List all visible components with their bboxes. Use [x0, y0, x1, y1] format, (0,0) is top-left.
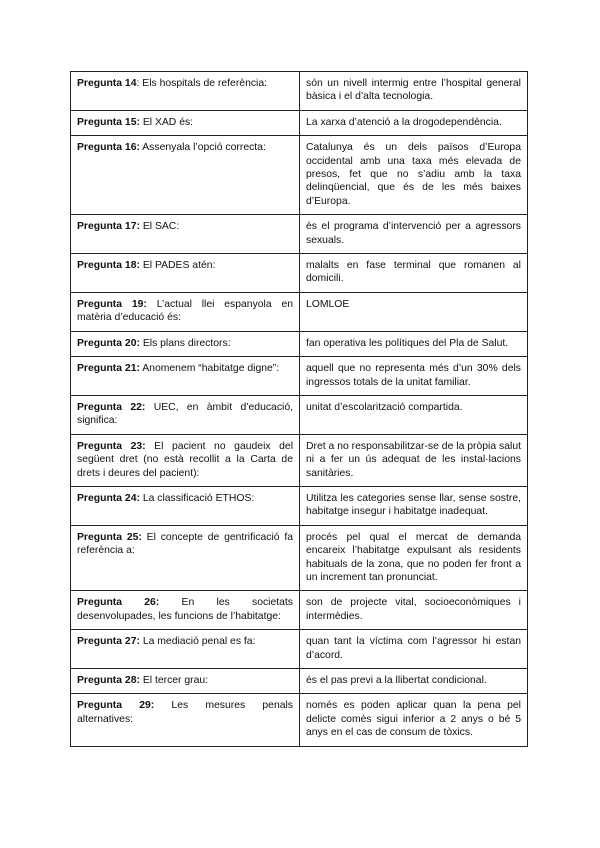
- question-cell: [71, 292, 300, 331]
- question-text: La mediació penal es fa:: [139, 636, 256, 648]
- question-number: Pregunta 15:: [77, 116, 140, 128]
- question-number: Pregunta 14: [77, 78, 137, 89]
- question-number: Pregunta 19:: [77, 298, 147, 310]
- question-cell: [71, 591, 300, 630]
- answer-cell: La xarxa d’atenció a la drogodependència.: [300, 110, 528, 135]
- table-row: [71, 630, 528, 669]
- answer-cell: Utilitza les categories sense llar, sense sostre, habitatge insegur i habitatge inadequat.: [300, 486, 528, 525]
- question-cell: [71, 215, 300, 254]
- question-cell: [71, 331, 300, 356]
- question-text: El tercer grau:: [139, 675, 209, 686]
- question-text: El XAD és:: [139, 116, 194, 128]
- question-number: Pregunta 24:: [77, 492, 140, 504]
- table-row: [71, 591, 528, 630]
- question-number: Pregunta 16:: [77, 142, 140, 154]
- questions-table: [70, 71, 528, 747]
- table-row: [71, 136, 528, 215]
- answer-cell: és el pas previ a la llibertat condicional.: [300, 669, 528, 694]
- question-cell: [71, 434, 300, 486]
- question-number: Pregunta 21:: [77, 363, 140, 375]
- question-number: Pregunta 22:: [77, 401, 146, 413]
- question-cell: [71, 395, 300, 434]
- answer-cell: LOMLOE: [300, 292, 528, 331]
- question-number: Pregunta 25:: [77, 531, 142, 543]
- question-text: Assenyala l’opció correcta:: [139, 142, 266, 154]
- questions-table-body: [71, 72, 528, 747]
- question-text: Anomenem “habitatge digne”:: [139, 363, 280, 375]
- question-number: Pregunta 29:: [77, 700, 155, 712]
- table-row: [71, 72, 528, 111]
- question-cell: [71, 525, 300, 591]
- question-text: La classificació ETHOS:: [139, 492, 255, 504]
- question-number: Pregunta 23:: [77, 440, 146, 452]
- question-text: El concepte de gentrificació fa referència a:: [77, 531, 294, 557]
- question-text: El pacient no gaudeix del següent dret (no està recollit a la Carta de drets i deures del pacient):: [77, 440, 293, 479]
- question-text: El SAC:: [139, 221, 180, 233]
- question-cell: [71, 72, 300, 111]
- question-cell: [71, 357, 300, 396]
- table-row: [71, 254, 528, 293]
- question-text: UEC, en àmbit d’educació, significa:: [77, 401, 294, 427]
- table-row: [71, 215, 528, 254]
- table-row: [71, 525, 528, 591]
- table-row: [71, 434, 528, 486]
- table-row: [71, 395, 528, 434]
- question-number: Pregunta 26:: [77, 597, 160, 609]
- answer-cell: Dret a no responsabilitzar-se de la pròpia salut ni a fer un ús adequat de les instal·lacions sanitàries.: [300, 434, 528, 486]
- answer-cell: aquell que no representa més d’un 30% dels ingressos totals de la unitat familiar.: [300, 357, 528, 396]
- table-row: [71, 669, 528, 694]
- question-text: : Els hospitals de referència:: [136, 78, 268, 89]
- question-cell: [71, 486, 300, 525]
- question-text: El PADES atén:: [139, 260, 216, 272]
- question-cell: [71, 694, 300, 746]
- answer-cell: unitat d’escolarització compartida.: [300, 395, 528, 434]
- question-number: Pregunta 27:: [77, 636, 140, 648]
- answer-cell: és el programa d’intervenció per a agressors sexuals.: [300, 215, 528, 254]
- question-text: En les societats desenvolupades, les funcions de l’habitatge:: [77, 597, 293, 622]
- answer-cell: procés pel qual el mercat de demanda encareix l’habitatge expulsant als residents habituals de la zona, que no poden fer front a un increment tan pronunciat.: [300, 525, 528, 591]
- question-cell: [71, 136, 300, 215]
- question-cell: [71, 669, 300, 694]
- answer-cell: son de projecte vital, socioeconòmiques i intermèdies.: [300, 591, 528, 630]
- question-cell: [71, 254, 300, 293]
- table-row: [71, 292, 528, 331]
- answer-cell: quan tant la víctima com l’agressor hi estan d’acord.: [300, 630, 528, 669]
- question-cell: [71, 630, 300, 669]
- answer-cell: són un nivell intermig entre l’hospital general bàsica i el d’alta tecnologia.: [300, 72, 528, 111]
- table-row: [71, 110, 528, 135]
- question-text: Els plans directors:: [139, 337, 231, 349]
- table-row: [71, 357, 528, 396]
- question-number: Pregunta 28:: [77, 675, 140, 686]
- question-number: Pregunta 18:: [77, 260, 140, 272]
- answer-cell: Catalunya és un dels països d’Europa occidental amb una taxa més elevada de presos, fet que no s’adiu amb la taxa delinqüencial, que és de les més baixes d’Europa.: [300, 136, 528, 215]
- table-row: [71, 694, 528, 746]
- question-text: L’actual llei espanyola en matèria d’educació és:: [77, 298, 294, 324]
- question-cell: [71, 110, 300, 135]
- table-row: [71, 331, 528, 356]
- answer-cell: fan operativa les polítiques del Pla de Salut.: [300, 331, 528, 356]
- question-number: Pregunta 17:: [77, 221, 140, 233]
- table-row: [71, 486, 528, 525]
- question-number: Pregunta 20:: [77, 337, 140, 349]
- answer-cell: malalts en fase terminal que romanen al domicili.: [300, 254, 528, 293]
- question-text: Les mesures penals alternatives:: [77, 700, 293, 725]
- answer-cell: només es poden aplicar quan la pena pel delicte comès sigui inferior a 2 anys o bé 5 anys en el cas de consum de tòxics.: [300, 694, 528, 746]
